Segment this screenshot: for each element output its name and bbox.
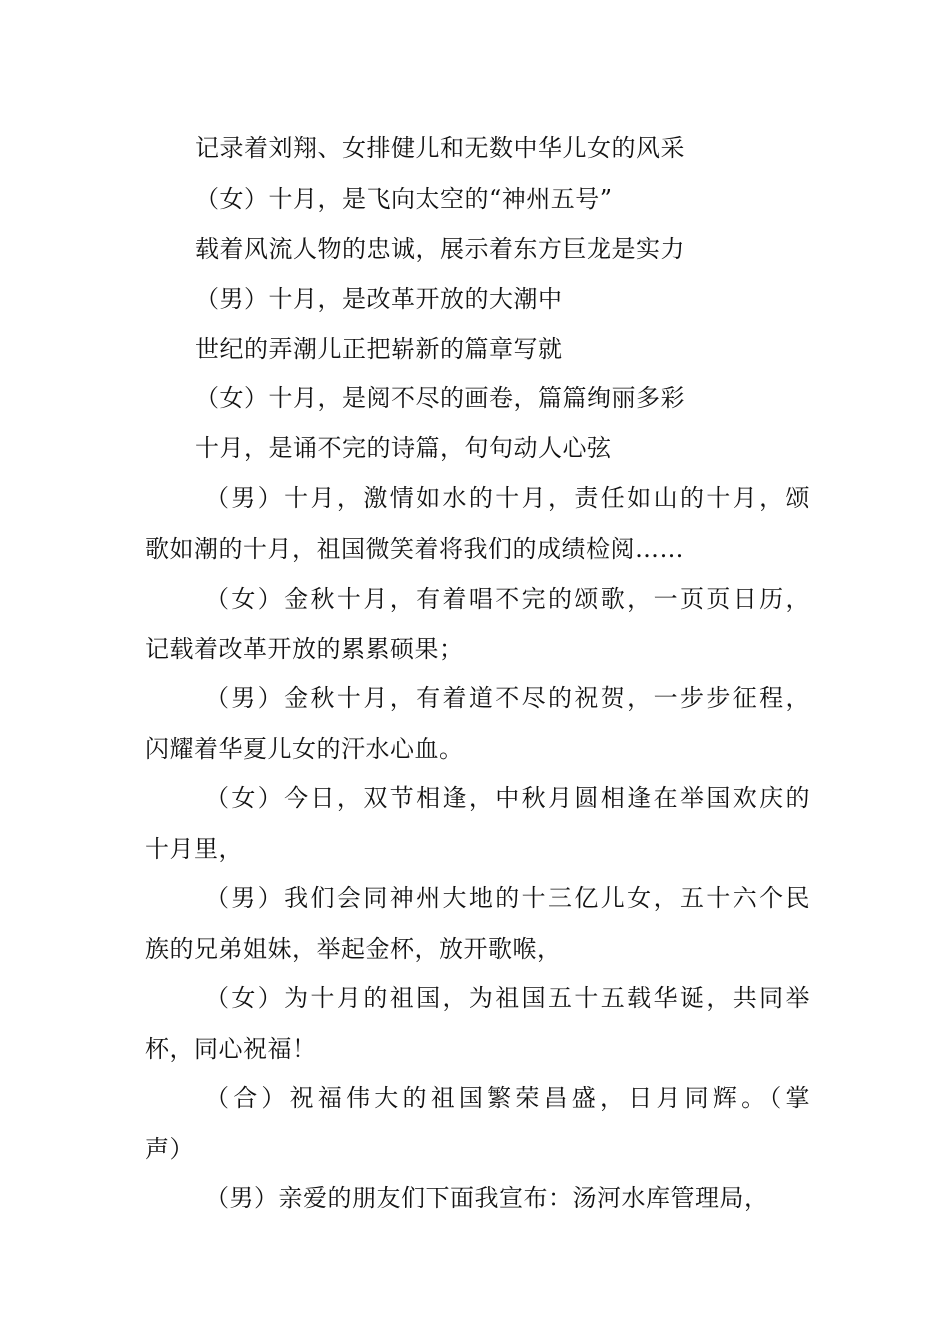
text-line: 闪耀着华夏儿女的汗水心血。 bbox=[145, 735, 464, 763]
text-line: （男）我们会同神州大地的十三亿儿女，五十六个民 bbox=[205, 884, 810, 912]
text-line: （女）十月，是飞向太空的“神州五号” bbox=[195, 185, 613, 213]
text-line: （男）亲爱的朋友们下面我宣布：汤河水库管理局， bbox=[205, 1184, 769, 1212]
text-line: 歌如潮的十月，祖国微笑着将我们的成绩检阅…… bbox=[145, 535, 684, 563]
text-line: （男）十月，是改革开放的大潮中 bbox=[195, 285, 563, 313]
text-line: （男）金秋十月，有着道不尽的祝贺，一步步征程， bbox=[205, 684, 810, 712]
text-line: （女）十月，是阅不尽的画卷，篇篇绚丽多彩 bbox=[195, 384, 685, 412]
text-line: 族的兄弟姐妹，举起金杯，放开歌喉， bbox=[145, 935, 562, 963]
text-line: 记载着改革开放的累累硕果； bbox=[145, 635, 464, 663]
text-line: 载着风流人物的忠诚，展示着东方巨龙是实力 bbox=[195, 235, 685, 263]
text-line: （合）祝福伟大的祖国繁荣昌盛，日月同辉。（掌 bbox=[205, 1084, 810, 1112]
text-line: （女）金秋十月，有着唱不完的颂歌，一页页日历， bbox=[205, 585, 810, 613]
text-line: 杯，同心祝福！ bbox=[145, 1035, 317, 1063]
text-line: （女）今日，双节相逢，中秋月圆相逢在举国欢庆的 bbox=[205, 784, 810, 812]
text-line: （男）十月，激情如水的十月，责任如山的十月，颂 bbox=[205, 484, 810, 512]
text-line: （女）为十月的祖国，为祖国五十五载华诞，共同举 bbox=[205, 984, 810, 1012]
text-line: 十月，是诵不完的诗篇，句句动人心弦 bbox=[195, 434, 612, 462]
text-line: 世纪的弄潮儿正把崭新的篇章写就 bbox=[195, 335, 563, 363]
text-line: 十月里， bbox=[145, 835, 243, 863]
text-line: 记录着刘翔、女排健儿和无数中华儿女的风采 bbox=[195, 134, 685, 162]
text-line: 声） bbox=[145, 1135, 194, 1163]
